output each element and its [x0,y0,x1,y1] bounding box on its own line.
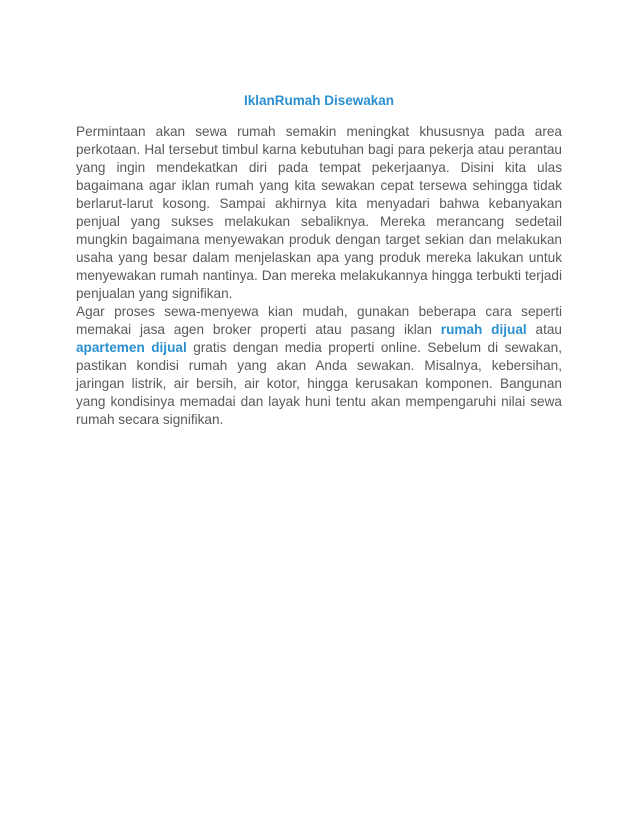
paragraph-2-text-end: gratis dengan media properti online. Sebelum di sewakan, pastikan kondisi rumah yang akan Anda sewakan. Misalnya, kebersihan, jaringan listrik, air bersih, air kotor, hingga kerusakan komponen. Bangunan yang kondisinya memadai dan layak huni tentu akan mempengaruhi nilai sewa rumah secara signifikan. [76,340,562,427]
paragraph-2-text-between: atau [526,322,562,337]
document-title: IklanRumah Disewakan [243,93,395,108]
rumah-dijual-link[interactable]: rumah dijual [440,322,527,337]
paragraph-1: Permintaan akan sewa rumah semakin meningkat khususnya pada area perkotaan. Hal tersebut timbul karna kebutuhan bagi para pekerja atau perantau yang ingin mendekatkan diri pada tempat pekerjaanya. Disini kita ulas bagaimana agar iklan rumah yang kita sewakan cepat tersewa sehingga tidak berlarut-larut kosong. Sampai akhirnya kita menyadari bahwa kebanyakan penjual yang sukses melakukan sebaliknya. Mereka merancang sedetail mungkin bagaimana menyewakan produk dengan target sekian dan melakukan usaha yang besar dalam menjelaskan apa yang produk mereka lakukan untuk menyewakan rumah nantinya. Dan mereka melakukannya hingga terbukti terjadi penjualan yang signifikan. [76,124,562,301]
paragraph-2-text-start: Agar proses sewa-menyewa kian mudah, gunakan beberapa cara seperti memakai jasa agen broker properti atau pasang iklan [76,304,562,337]
paragraph-2 [76,303,562,429]
document-body [76,123,562,429]
apartemen-dijual-link[interactable]: apartemen dijual [76,340,187,355]
